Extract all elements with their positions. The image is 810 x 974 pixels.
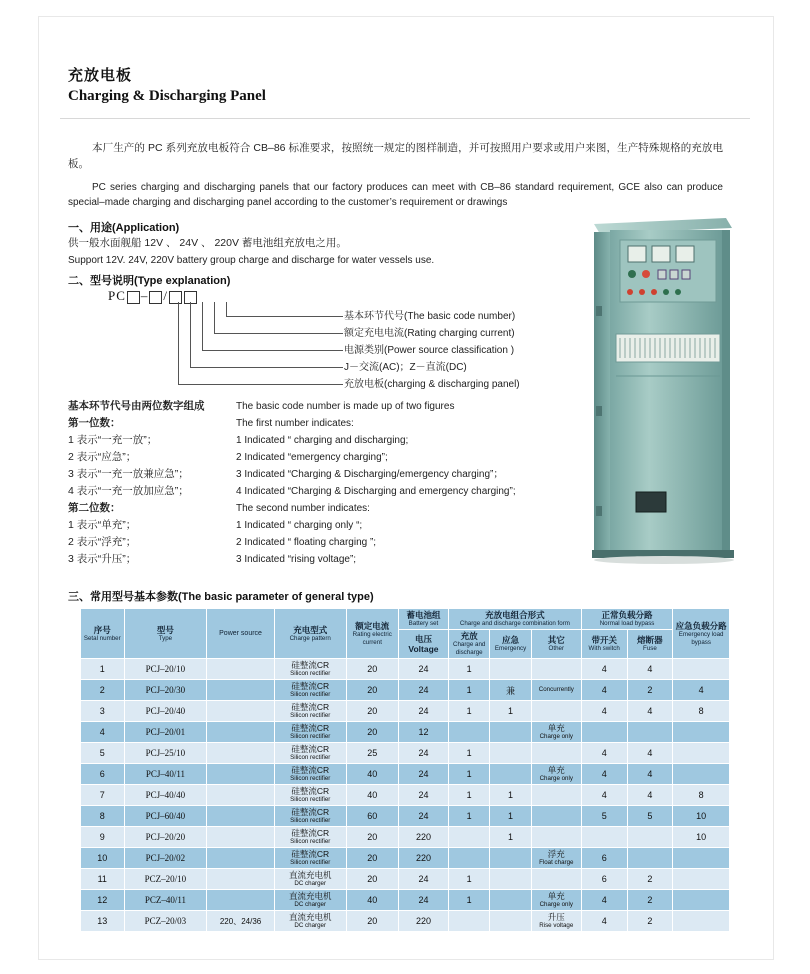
th-other: 其它 Other — [531, 630, 581, 659]
section-parameters-heading: 三、常用型号基本参数(The basic parameter of general type) — [68, 591, 374, 603]
second-item-en-2: 2 Indicated “ floating charging ”; — [236, 537, 377, 548]
table-row — [81, 806, 730, 827]
cell-with-switch: 6 — [581, 869, 627, 890]
th-rating-current: 额定电流 Rating electric current — [346, 609, 398, 659]
cell-charge-pattern: 硅整流CR Silicon rectifier — [274, 659, 346, 680]
cell-charge-discharge — [449, 827, 490, 848]
cell-other: 单充 Charge only — [531, 764, 581, 785]
cell-type: PCZ–20/03 — [124, 911, 207, 932]
table-row — [81, 869, 730, 890]
cell-emergency-bypass — [673, 722, 730, 743]
basic-code-cn: 基本环节代号由两位数字组成 — [68, 400, 205, 412]
title-divider — [60, 118, 750, 119]
cell-emergency — [490, 764, 531, 785]
th-with-switch: 带开关 With switch — [581, 630, 627, 659]
cell-power-source — [207, 743, 275, 764]
first-item-cn-3: 3 表示“一充一放兼应急”； — [68, 468, 189, 480]
cell-other — [531, 743, 581, 764]
cell-charge-pattern: 硅整流CR Silicon rectifier — [274, 827, 346, 848]
cell-other — [531, 806, 581, 827]
cell-fuse: 2 — [627, 890, 673, 911]
cell-emergency: 1 — [490, 827, 531, 848]
cell-serial: 9 — [81, 827, 125, 848]
table-header-row-1 — [81, 609, 730, 630]
cell-rating-current: 25 — [346, 743, 398, 764]
second-item-en-1: 1 Indicated “ charging only “; — [236, 520, 363, 531]
cell-type: PCJ–25/10 — [124, 743, 207, 764]
cell-other — [531, 701, 581, 722]
cell-fuse — [627, 722, 673, 743]
cell-emergency-bypass — [673, 890, 730, 911]
cell-other: 单充 Charge only — [531, 890, 581, 911]
legend-item-2: 额定充电电流(Rating charging current) — [344, 328, 515, 339]
cell-other: 升压 Rise voltage — [531, 911, 581, 932]
legend-item-1: 基本环节代号(The basic code number) — [344, 311, 516, 322]
cell-type: PCZ–20/10 — [124, 869, 207, 890]
cell-rating-current: 60 — [346, 806, 398, 827]
table-body — [81, 659, 730, 932]
cell-fuse: 4 — [627, 764, 673, 785]
cell-with-switch: 4 — [581, 743, 627, 764]
legend-item-4: J－交流(AC)；Z－直流(DC) — [344, 362, 467, 373]
cell-fuse — [627, 827, 673, 848]
cell-with-switch: 4 — [581, 659, 627, 680]
cell-power-source — [207, 785, 275, 806]
cell-with-switch: 4 — [581, 911, 627, 932]
cell-charge-pattern: 硅整流CR Silicon rectifier — [274, 743, 346, 764]
cell-with-switch: 4 — [581, 890, 627, 911]
cell-emergency-bypass — [673, 764, 730, 785]
cell-with-switch: 4 — [581, 785, 627, 806]
basic-code-en: The basic code number is made up of two figures — [236, 401, 455, 412]
cell-with-switch: 4 — [581, 680, 627, 701]
cell-rating-current: 20 — [346, 911, 398, 932]
cell-emergency-bypass: 4 — [673, 680, 730, 701]
intro-english: PC series charging and discharging panels that our factory produces can meet with CB–86 standard requirement, GCE also can produce special–made charging and discharging panel according to the customer’s requirement or drawings — [68, 182, 723, 208]
title-english: Charging & Discharging Panel — [68, 88, 266, 104]
cell-serial: 11 — [81, 869, 125, 890]
cell-emergency: 1 — [490, 785, 531, 806]
cell-charge-pattern: 直流充电机 DC charger — [274, 911, 346, 932]
first-item-en-1: 1 Indicated “ charging and discharging; — [236, 435, 409, 446]
th-charge-discharge: 充放 Charge and discharge — [449, 630, 490, 659]
cell-serial: 1 — [81, 659, 125, 680]
first-item-cn-2: 2 表示“应急”； — [68, 451, 137, 463]
cell-rating-current: 40 — [346, 890, 398, 911]
type-explanation-diagram — [108, 288, 528, 388]
cell-with-switch — [581, 722, 627, 743]
cell-charge-discharge: 1 — [449, 659, 490, 680]
cell-charge-discharge — [449, 911, 490, 932]
type-code: PC – / — [108, 288, 198, 304]
cell-rating-current: 20 — [346, 869, 398, 890]
cell-emergency: 兼 — [490, 680, 531, 701]
cell-voltage: 24 — [398, 659, 448, 680]
product-photo — [576, 206, 736, 566]
cell-emergency — [490, 890, 531, 911]
second-item-cn-3: 3 表示“升压”； — [68, 553, 137, 565]
th-emergency-bypass: 应急负载分路 Emergency load bypass — [673, 609, 730, 659]
cell-fuse: 4 — [627, 785, 673, 806]
th-fuse: 熔断器 Fuse — [627, 630, 673, 659]
th-battery-set: 蓄电池组 Battery set — [398, 609, 448, 630]
cell-charge-pattern: 硅整流CR Silicon rectifier — [274, 764, 346, 785]
first-item-cn-4: 4 表示“一充一放加应急”； — [68, 485, 189, 497]
cell-emergency-bypass: 10 — [673, 806, 730, 827]
cell-charge-discharge: 1 — [449, 764, 490, 785]
cell-type: PCJ–20/40 — [124, 701, 207, 722]
cell-emergency — [490, 869, 531, 890]
cell-emergency-bypass: 8 — [673, 785, 730, 806]
cabinet-illustration — [576, 206, 736, 566]
cell-charge-pattern: 硅整流CR Silicon rectifier — [274, 680, 346, 701]
cell-emergency-bypass — [673, 869, 730, 890]
cell-with-switch: 6 — [581, 848, 627, 869]
cell-with-switch: 4 — [581, 764, 627, 785]
cell-power-source: 220、24/36 — [207, 911, 275, 932]
table-row — [81, 911, 730, 932]
code-box-1 — [127, 291, 140, 304]
cell-serial: 10 — [81, 848, 125, 869]
cell-emergency — [490, 848, 531, 869]
cell-other — [531, 869, 581, 890]
title-chinese: 充放电板 — [68, 67, 133, 84]
table-row — [81, 659, 730, 680]
cell-fuse: 4 — [627, 743, 673, 764]
cell-serial: 5 — [81, 743, 125, 764]
th-combination: 充放电组合形式 Charge and discharge combination form — [449, 609, 582, 630]
page-title — [68, 64, 668, 105]
cell-rating-current: 20 — [346, 722, 398, 743]
cell-serial: 4 — [81, 722, 125, 743]
cell-serial: 12 — [81, 890, 125, 911]
th-charge-pattern: 充电型式 Charge pattern — [274, 609, 346, 659]
type-code-prefix: PC — [108, 288, 126, 303]
section-application-cn: 供一般水面舰船 12V 、 24V 、 220V 蓄电池组充放电之用。 — [68, 237, 347, 249]
table-row — [81, 701, 730, 722]
code-box-2 — [149, 291, 162, 304]
cell-rating-current: 40 — [346, 764, 398, 785]
cell-charge-pattern: 直流充电机 DC charger — [274, 890, 346, 911]
cell-charge-pattern: 硅整流CR Silicon rectifier — [274, 806, 346, 827]
cell-serial: 6 — [81, 764, 125, 785]
cell-with-switch — [581, 827, 627, 848]
section-application-en: Support 12V. 24V, 220V battery group charge and discharge for water vessels use. — [68, 255, 435, 266]
cell-fuse: 4 — [627, 701, 673, 722]
cell-charge-pattern: 硅整流CR Silicon rectifier — [274, 785, 346, 806]
cell-rating-current: 20 — [346, 848, 398, 869]
th-serial: 序号 Setal number — [81, 609, 125, 659]
cell-voltage: 220 — [398, 911, 448, 932]
cell-emergency — [490, 743, 531, 764]
first-item-en-4: 4 Indicated “Charging & Discharging and emergency charging”; — [236, 486, 516, 497]
cell-voltage: 24 — [398, 806, 448, 827]
cell-power-source — [207, 890, 275, 911]
first-item-en-2: 2 Indicated “emergency charging”; — [236, 452, 388, 463]
cell-type: PCJ–60/40 — [124, 806, 207, 827]
cell-rating-current: 20 — [346, 701, 398, 722]
table-row — [81, 743, 730, 764]
cell-emergency-bypass — [673, 848, 730, 869]
cell-power-source — [207, 701, 275, 722]
cell-other: 浮充 Float charge — [531, 848, 581, 869]
cell-emergency — [490, 659, 531, 680]
first-item-en-3: 3 Indicated “Charging & Discharging/emergency charging”； — [236, 469, 504, 480]
second-item-cn-2: 2 表示“浮充”； — [68, 536, 137, 548]
cell-voltage: 24 — [398, 785, 448, 806]
cell-charge-discharge: 1 — [449, 743, 490, 764]
cell-type: PCJ–20/01 — [124, 722, 207, 743]
cell-other — [531, 659, 581, 680]
second-item-en-3: 3 Indicated “rising voltage”; — [236, 554, 357, 565]
cell-emergency: 1 — [490, 701, 531, 722]
cell-fuse: 4 — [627, 659, 673, 680]
table-row — [81, 848, 730, 869]
cell-type: PCJ–40/40 — [124, 785, 207, 806]
cell-type: PCJ–20/10 — [124, 659, 207, 680]
cell-other: 单充 Charge only — [531, 722, 581, 743]
cell-voltage: 24 — [398, 701, 448, 722]
th-emergency: 应急 Emergency — [490, 630, 531, 659]
table-row — [81, 890, 730, 911]
cell-power-source — [207, 869, 275, 890]
th-power-source: Power source — [207, 609, 275, 659]
cell-charge-discharge: 1 — [449, 680, 490, 701]
cell-charge-discharge — [449, 848, 490, 869]
cell-power-source — [207, 806, 275, 827]
cell-power-source — [207, 680, 275, 701]
basic-code-right-column — [236, 398, 566, 500]
cell-power-source — [207, 722, 275, 743]
cell-power-source — [207, 764, 275, 785]
cell-voltage: 220 — [398, 827, 448, 848]
cell-emergency-bypass — [673, 659, 730, 680]
table-row — [81, 680, 730, 701]
cell-voltage: 24 — [398, 890, 448, 911]
cell-type: PCJ–20/20 — [124, 827, 207, 848]
cell-rating-current: 40 — [346, 785, 398, 806]
section-application-heading: 一、用途(Application) — [68, 222, 180, 234]
second-digit-left-column — [68, 500, 233, 568]
cell-emergency-bypass: 8 — [673, 701, 730, 722]
cell-rating-current: 20 — [346, 680, 398, 701]
cell-emergency-bypass: 10 — [673, 827, 730, 848]
cell-fuse: 2 — [627, 680, 673, 701]
cell-fuse: 2 — [627, 911, 673, 932]
table-row — [81, 764, 730, 785]
cell-other — [531, 827, 581, 848]
first-digit-en: The first number indicates: — [236, 418, 354, 429]
th-normal-bypass: 正常负载分路 Normal load bypass — [581, 609, 672, 630]
basic-code-left-column — [68, 398, 233, 500]
cell-emergency-bypass — [673, 743, 730, 764]
cell-serial: 13 — [81, 911, 125, 932]
cell-charge-pattern: 直流充电机 DC charger — [274, 869, 346, 890]
cell-charge-pattern: 硅整流CR Silicon rectifier — [274, 722, 346, 743]
cell-charge-discharge: 1 — [449, 785, 490, 806]
leader-line-5 — [178, 302, 343, 385]
cell-type: PCJ–20/02 — [124, 848, 207, 869]
th-type: 型号 Type — [124, 609, 207, 659]
cell-voltage: 220 — [398, 848, 448, 869]
cell-serial: 7 — [81, 785, 125, 806]
cell-fuse: 2 — [627, 869, 673, 890]
cell-charge-pattern: 硅整流CR Silicon rectifier — [274, 701, 346, 722]
specifications-table — [80, 608, 730, 932]
cell-with-switch: 5 — [581, 806, 627, 827]
cell-voltage: 12 — [398, 722, 448, 743]
cell-type: PCZ–40/11 — [124, 890, 207, 911]
first-item-cn-1: 1 表示“一充一放”； — [68, 434, 158, 446]
cell-power-source — [207, 659, 275, 680]
th-voltage: 电压 Voltage — [398, 630, 448, 659]
cell-rating-current: 20 — [346, 827, 398, 848]
first-digit-cn: 第一位数： — [68, 417, 121, 429]
second-digit-en: The second number indicates: — [236, 503, 370, 514]
cell-voltage: 24 — [398, 680, 448, 701]
cell-fuse: 5 — [627, 806, 673, 827]
cell-charge-discharge: 1 — [449, 890, 490, 911]
table-row — [81, 827, 730, 848]
cell-charge-discharge: 1 — [449, 869, 490, 890]
cell-charge-discharge: 1 — [449, 701, 490, 722]
cell-serial: 2 — [81, 680, 125, 701]
cell-emergency — [490, 722, 531, 743]
cell-other: Concurrently — [531, 680, 581, 701]
cell-power-source — [207, 827, 275, 848]
cell-power-source — [207, 848, 275, 869]
cell-with-switch: 4 — [581, 701, 627, 722]
cell-rating-current: 20 — [346, 659, 398, 680]
legend-item-5: 充放电板(charging & discharging panel) — [344, 379, 520, 390]
table-row — [81, 722, 730, 743]
cell-other — [531, 785, 581, 806]
cell-fuse — [627, 848, 673, 869]
cell-voltage: 24 — [398, 764, 448, 785]
cell-emergency: 1 — [490, 806, 531, 827]
cell-type: PCJ–40/11 — [124, 764, 207, 785]
cell-voltage: 24 — [398, 869, 448, 890]
cell-charge-discharge: 1 — [449, 806, 490, 827]
second-digit-right-column — [236, 500, 566, 568]
section-type-heading: 二、型号说明(Type explanation) — [68, 275, 231, 287]
cell-voltage: 24 — [398, 743, 448, 764]
cell-charge-pattern: 硅整流CR Silicon rectifier — [274, 848, 346, 869]
cell-charge-discharge — [449, 722, 490, 743]
cell-emergency — [490, 911, 531, 932]
second-digit-cn: 第二位数： — [68, 502, 121, 514]
cell-serial: 3 — [81, 701, 125, 722]
cell-serial: 8 — [81, 806, 125, 827]
cell-type: PCJ–20/30 — [124, 680, 207, 701]
cell-emergency-bypass — [673, 911, 730, 932]
table-row — [81, 785, 730, 806]
second-item-cn-1: 1 表示“单充”； — [68, 519, 137, 531]
legend-item-3: 电源类别(Power source classification ) — [344, 345, 515, 356]
intro-chinese: 本厂生产的 PC 系列充放电板符合 CB–86 标准要求，按照统一规定的图样制造，并可按照用户要求或用户来图，生产特殊规格的充放电板。 — [68, 142, 723, 170]
